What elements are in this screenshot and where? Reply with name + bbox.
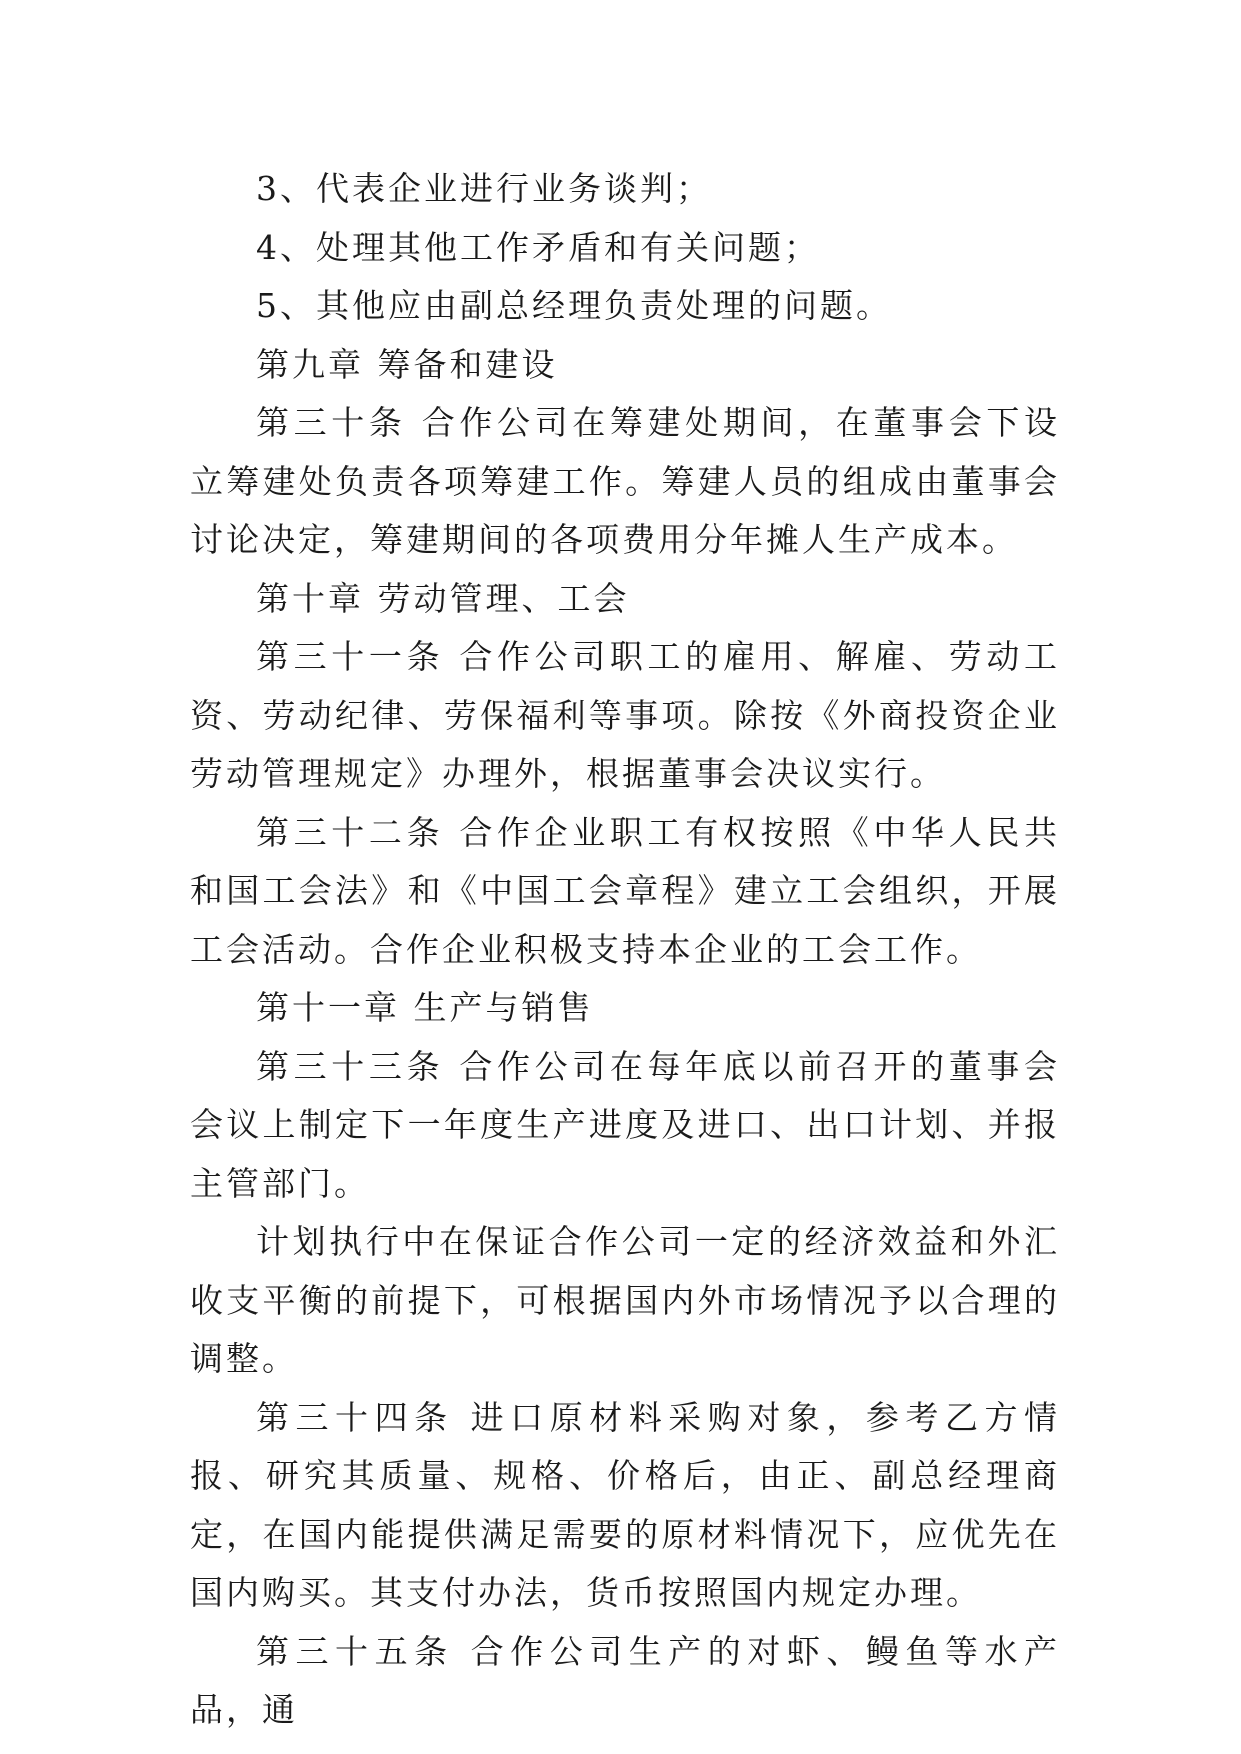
document-body (190, 160, 1060, 1740)
chapter-heading-9: 第九章 筹备和建设 (256, 344, 558, 384)
article-30: 第三十条 合作公司在筹建处期间，在董事会下设立筹建处负责各项筹建工作。筹建人员的组成由董事会讨论决定，筹建期间的各项费用分年摊人生产成本。 (190, 403, 1060, 559)
article-35: 第三十五条 合作公司生产的对虾、鳗鱼等水产品，通 (190, 1631, 1060, 1729)
article-34: 第三十四条 进口原材料采购对象，参考乙方情报、研究其质量、规格、价格后，由正、副总经理商定，在国内能提供满足需要的原材料情况下，应优先在国内购买。其支付办法，货币按照国内规定办理。 (190, 1397, 1060, 1612)
article-32: 第三十二条 合作企业职工有权按照《中华人民共和国工会法》和《中国工会章程》建立工会组织，开展工会活动。合作企业积极支持本企业的工会工作。 (190, 812, 1060, 969)
chapter-heading-10: 第十章 劳动管理、工会 (256, 578, 630, 618)
article-31: 第三十一条 合作公司职工的雇用、解雇、劳动工资、劳动纪律、劳保福利等事项。除按《外商投资企业劳动管理规定》办理外，根据董事会决议实行。 (190, 637, 1060, 793)
paragraph-item-3: 3、代表企业进行业务谈判； (256, 169, 712, 208)
paragraph-item-5: 5、其他应由副总经理负责处理的问题。 (256, 286, 892, 325)
article-33-continued: 计划执行中在保证合作公司一定的经济效益和外汇收支平衡的前提下，可根据国内外市场情况予以合理的调整。 (190, 1222, 1060, 1378)
article-33: 第三十三条 合作公司在每年底以前召开的董事会会议上制定下一年度生产进度及进口、出口计划、并报主管部门。 (190, 1046, 1060, 1203)
chapter-heading-11: 第十一章 生产与销售 (256, 988, 594, 1027)
paragraph-item-4: 4、处理其他工作矛盾和有关问题； (256, 227, 820, 267)
